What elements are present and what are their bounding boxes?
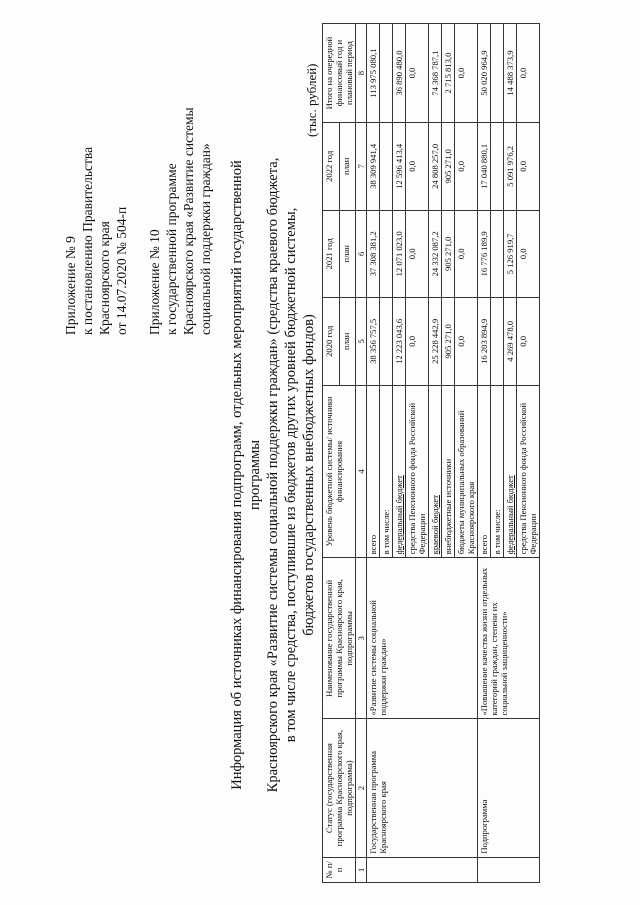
value-2021: 0,0 (406, 210, 429, 298)
value-2021: 0,0 (517, 210, 540, 298)
header-plan: план (339, 298, 356, 386)
subprogram-name: «Повышение качества жизни отдельных категорий граждан, степени их социальной защищенности» (478, 558, 540, 719)
index-cell: 6 (356, 210, 367, 298)
row-num-cell (478, 857, 540, 882)
header-status: Статус (государственная программа Красноярского края, подпрограмма) (323, 719, 356, 857)
header-plan: план (339, 123, 356, 211)
value-2022: 0,0 (406, 123, 429, 211)
index-cell: 8 (356, 24, 367, 123)
appendix-9-line: от 14.07.2020 № 504-п (114, 206, 129, 335)
level-cell: в том числе: (380, 385, 393, 558)
level-cell: всего (367, 385, 380, 558)
header-level: Уровень бюджетной системы/ источники финансирования (323, 385, 356, 558)
index-cell: 4 (356, 385, 367, 558)
row-num-cell (367, 857, 478, 882)
value-2022: 5 091 976,2 (504, 123, 517, 211)
value-2020: 0,0 (455, 298, 478, 386)
value-2021 (491, 210, 504, 298)
header-2020: 2020 год (323, 298, 340, 386)
value-2021: 16 776 189,9 (478, 210, 491, 298)
financing-table (322, 23, 540, 883)
value-total: 2 715 813,0 (442, 24, 455, 123)
table-row (367, 24, 380, 883)
level-cell: средства Пенсионного фонда Российской Федерации (517, 385, 540, 558)
value-2022: 12 596 413,4 (393, 123, 406, 211)
units-label: (тыс. рублей) (304, 63, 319, 137)
level-cell: федеральный бюджет (393, 385, 406, 558)
value-2020: 0,0 (517, 298, 540, 386)
column-index-row (356, 24, 367, 883)
value-2021: 37 308 381,2 (367, 210, 380, 298)
value-2021 (380, 210, 393, 298)
table-row (478, 24, 491, 883)
index-cell: 2 (356, 719, 367, 857)
appendix-10-line: Приложение № 10 (147, 229, 162, 335)
level-cell: в том числе: (491, 385, 504, 558)
value-2020: 12 223 043,6 (393, 298, 406, 386)
appendix-header (62, 35, 214, 335)
index-cell: 7 (356, 123, 367, 211)
level-cell: бюджеты муниципальных образований Красноярского края (455, 385, 478, 558)
value-total: 0,0 (406, 24, 429, 123)
header-total: Итого на очередной финансовый год и плановый период (323, 24, 356, 123)
value-2022: 0,0 (517, 123, 540, 211)
value-2022 (491, 123, 504, 211)
document-title (228, 130, 318, 820)
program-status: Государственная программа Красноярского края (367, 719, 478, 857)
value-2022 (380, 123, 393, 211)
value-2020: 16 203 894,9 (478, 298, 491, 386)
header-name: Наименование государственной программы Красноярского края, подпрограммы (323, 558, 356, 719)
header-plan: план (339, 210, 356, 298)
title-line: Красноярского края «Развитие системы социальной поддержки граждан» (средства краевого бюджета, (265, 157, 281, 793)
value-total: 113 975 080,1 (367, 24, 380, 123)
title-line: бюджетов государственных внебюджетных фондов) (301, 314, 317, 636)
value-total (380, 24, 393, 123)
level-cell: всего (478, 385, 491, 558)
header-gap (130, 35, 146, 335)
appendix-10-line: социальной поддержки граждан» (198, 143, 213, 335)
value-2020 (380, 298, 393, 386)
value-2021: 0,0 (455, 210, 478, 298)
appendix-9-line: Красноярского края (97, 221, 112, 335)
value-2021: 24 332 087,2 (429, 210, 442, 298)
value-2022: 0,0 (455, 123, 478, 211)
value-2022: 38 309 941,4 (367, 123, 380, 211)
value-2022: 17 040 880,1 (478, 123, 491, 211)
title-line: Информация об источниках финансирования подпрограмм, отдельных мероприятий государственной программы (229, 160, 263, 790)
value-2021: 905 271,0 (442, 210, 455, 298)
value-2020: 25 228 442,9 (429, 298, 442, 386)
value-total (491, 24, 504, 123)
value-2021: 5 126 919,7 (504, 210, 517, 298)
program-name: «Развитие системы социальной поддержки граждан» (367, 558, 478, 719)
value-2022: 905 271,0 (442, 123, 455, 211)
value-total: 50 020 964,9 (478, 24, 491, 123)
appendix-10-line: Красноярского края «Развитие системы (181, 107, 196, 335)
value-2020: 4 269 478,0 (504, 298, 517, 386)
level-cell: внебюджетные источники (442, 385, 455, 558)
value-2021: 12 071 023,0 (393, 210, 406, 298)
index-cell: 1 (356, 857, 367, 882)
value-total: 36 890 480,0 (393, 24, 406, 123)
value-total: 74 368 787,1 (429, 24, 442, 123)
value-2020: 38 356 757,5 (367, 298, 380, 386)
appendix-10-line: к государственной программе (164, 163, 179, 335)
value-2020: 905 271,0 (442, 298, 455, 386)
level-cell: краевой бюджет (429, 385, 442, 558)
value-total: 0,0 (517, 24, 540, 123)
appendix-9-line: к постановлению Правительства (80, 146, 95, 335)
value-total: 0,0 (455, 24, 478, 123)
header-2021: 2021 год (323, 210, 340, 298)
title-line: в том числе средства, поступившие из бюджетов других уровней бюджетной системы, (283, 207, 299, 743)
level-cell: федеральный бюджет (504, 385, 517, 558)
table-header-row (323, 24, 340, 883)
header-num: № п/п (323, 857, 356, 882)
header-2022: 2022 год (323, 123, 340, 211)
level-cell: средства Пенсионного фонда Российской Федерации (406, 385, 429, 558)
subprogram-status: Подпрограмма (478, 719, 540, 857)
index-cell: 5 (356, 298, 367, 386)
index-cell: 3 (356, 558, 367, 719)
value-2022: 24 808 257,0 (429, 123, 442, 211)
value-2020 (491, 298, 504, 386)
appendix-9-line: Приложение № 9 (63, 236, 78, 335)
value-total: 14 488 373,9 (504, 24, 517, 123)
value-2020: 0,0 (406, 298, 429, 386)
